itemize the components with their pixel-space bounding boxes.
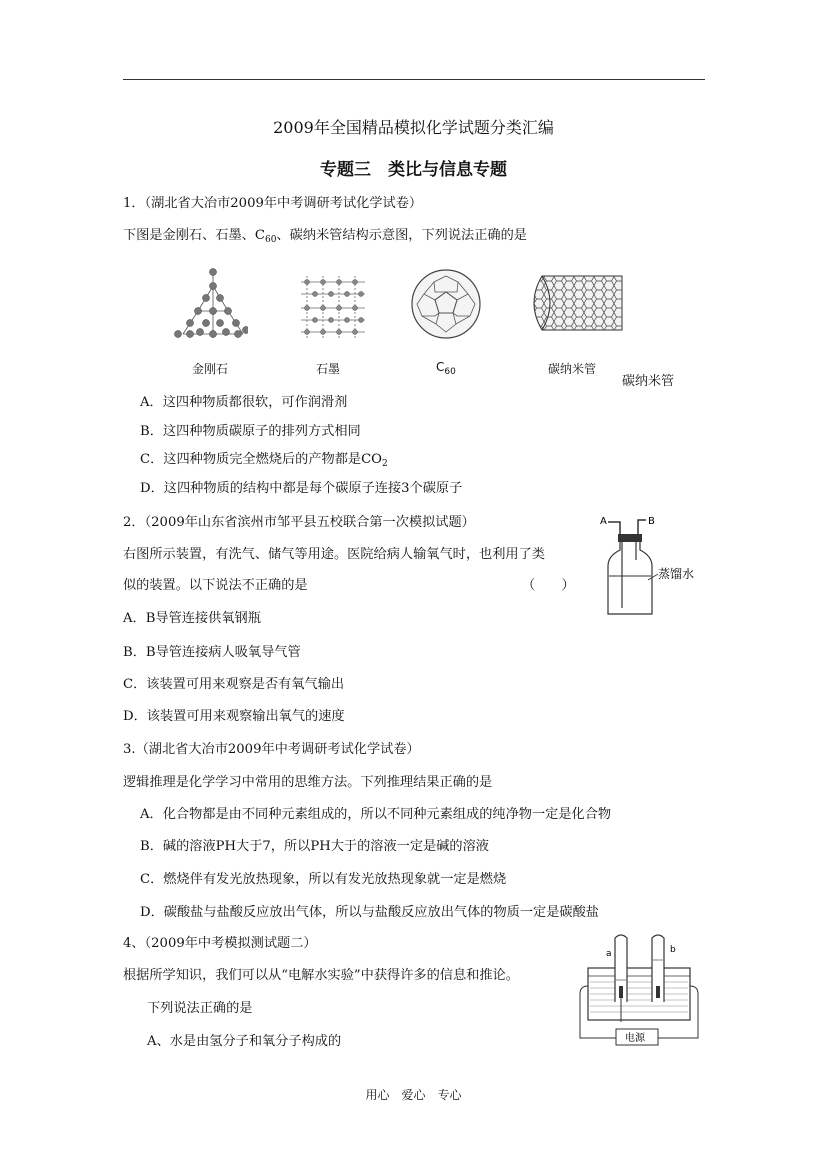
carbon-nanotube-figure [524,272,626,336]
gas-washing-bottle-figure [598,510,718,620]
q3-source: 3.（湖北省大冶市2009年中考调研考试化学试卷） [123,742,420,757]
document-title: 2009年全国精品模拟化学试题分类汇编 [273,118,554,137]
graphite-structure-figure [297,272,369,342]
caption-c60: $C_{60}$ [436,360,456,377]
q2-answer-blank: （ ） [522,578,575,593]
electrode-label-a: a [606,949,612,959]
page-footer: 用心 爱心 专心 [365,1088,462,1102]
caption-nanotube: 碳纳米管 [548,362,597,376]
caption-graphite: 石墨 [316,362,341,376]
q1-option-b: B．这四种物质碳原子的排列方式相同 [140,424,361,439]
diamond-structure-figure [168,266,248,346]
header-rule [123,79,705,80]
q1-source: 1．（湖北省大冶市2009年中考调研考试化学试卷） [123,196,423,211]
q2-stem-line1: 右图所示装置，有洗气、储气等用途。医院给病人输氧气时，也利用了类 [123,547,545,562]
power-supply-label: 电源 [625,1033,645,1044]
section-title: 专题三 类比与信息专题 [320,160,507,180]
q1-option-a: A．这四种物质都很软，可作润滑剂 [140,395,348,410]
q3-stem: 逻辑推理是化学学习中常用的思维方法。下列推理结果正确的是 [123,775,493,790]
q2-option-a: A．B导管连接供氧钢瓶 [123,611,261,626]
tube-label-a: A [600,516,607,527]
q4-stem-line1: 根据所学知识，我们可以从“电解水实验”中获得许多的信息和推论。 [123,968,519,983]
q3-option-a: A．化合物都是由不同种元素组成的，所以不同种元素组成的纯净物一定是化合物 [140,807,612,822]
q4-stem-line2: 下列说法正确的是 [147,1001,253,1016]
caption-diamond: 金刚石 [192,362,229,376]
q1-option-d: D．这四种物质的结构中都是每个碳原子连接3个碳原子 [140,481,463,496]
q1-option-c: C．这四种物质完全燃烧后的产物都是$CO_2$ [140,452,388,469]
distilled-water-label: 蒸馏水 [658,567,695,581]
water-electrolysis-figure [578,930,708,1048]
q2-stem-line2: 似的装置。以下说法不正确的是 [123,578,308,593]
c60-structure-figure [408,266,484,342]
q2-option-d: D．该装置可用来观察输出氧气的速度 [123,709,345,724]
q4-option-a: A、水是由氢分子和氧分子构成的 [147,1034,342,1049]
q2-option-c: C．该装置可用来观察是否有氧气输出 [123,677,345,692]
q3-option-b: B．碱的溶液PH大于7，所以PH大于的溶液一定是碱的溶液 [140,839,489,854]
q1-stem: 下图是金刚石、石墨、$C_{60}$、碳纳米管结构示意图，下列说法正确的是 [123,228,527,245]
electrode-label-b: b [670,945,676,955]
q2-source: 2．（2009年山东省滨州市邹平县五校联合第一次模拟试题） [123,515,475,530]
q2-option-b: B．B导管连接病人吸氧导气管 [123,645,301,660]
q3-option-d: D．碳酸盐与盐酸反应放出气体，所以与盐酸反应放出气体的物质一定是碳酸盐 [140,905,599,920]
caption-nanotube-repeat: 碳纳米管 [622,374,675,389]
q3-option-c: C．燃烧伴有发光放热现象，所以有发光放热现象就一定是燃烧 [140,872,507,887]
tube-label-b: B [648,516,655,527]
q4-source: 4、（2009年中考模拟测试题二） [123,936,317,951]
